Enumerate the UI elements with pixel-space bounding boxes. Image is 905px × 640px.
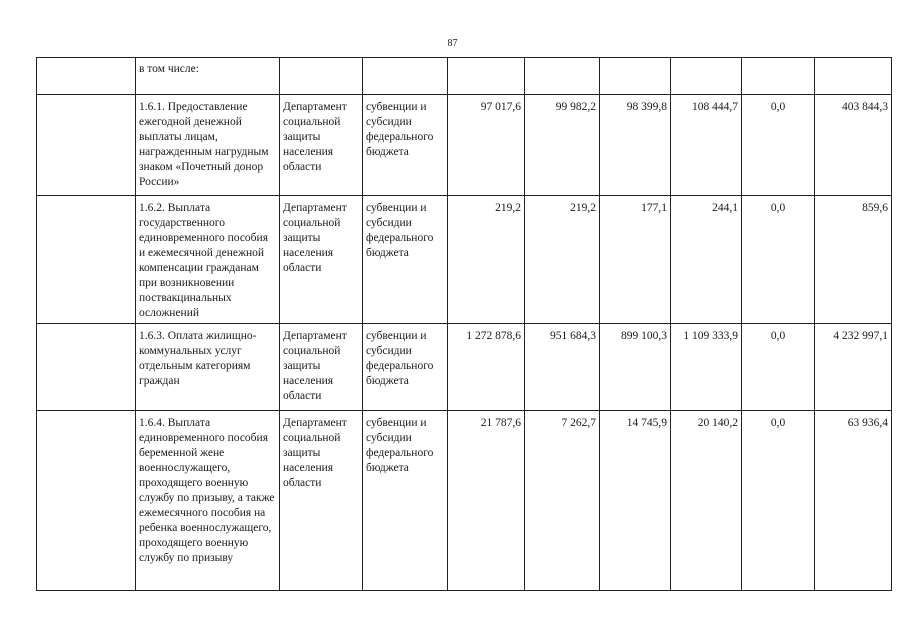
- value-cell: 7 262,7: [525, 411, 600, 591]
- table-row: [37, 324, 892, 411]
- table-row: [37, 95, 892, 196]
- value-cell: 177,1: [600, 196, 671, 324]
- value-cell: 97 017,6: [448, 95, 525, 196]
- value-cell: 108 444,7: [671, 95, 742, 196]
- value-cell: 219,2: [448, 196, 525, 324]
- value-cell: 219,2: [525, 196, 600, 324]
- value-cell: 899 100,3: [600, 324, 671, 411]
- value-cell: 0,0: [742, 324, 815, 411]
- row-description: 1.6.4. Выплата единовременного пособия беременной жене военнослужащего, проходящего военную службу по призыву, а также ежемесячного пособия на ребенка военнослужащего, проходящего военную службу по призыву: [136, 411, 280, 591]
- table-row: [37, 196, 892, 324]
- number-cell: [37, 95, 136, 196]
- page-number: 87: [447, 38, 458, 49]
- value-cell: [742, 58, 815, 95]
- value-cell: 244,1: [671, 196, 742, 324]
- row-source: субвенции и субсидии федерального бюджета: [363, 95, 448, 196]
- value-cell: [525, 58, 600, 95]
- value-cell: [448, 58, 525, 95]
- total-cell: [815, 58, 892, 95]
- value-cell: 20 140,2: [671, 411, 742, 591]
- value-cell: 14 745,9: [600, 411, 671, 591]
- number-cell: [37, 411, 136, 591]
- table-row: [37, 58, 892, 95]
- total-cell: 4 232 997,1: [815, 324, 892, 411]
- intro-label: в том числе:: [136, 58, 280, 95]
- number-cell: [37, 196, 136, 324]
- value-cell: 1 272 878,6: [448, 324, 525, 411]
- value-cell: 98 399,8: [600, 95, 671, 196]
- value-cell: 1 109 333,9: [671, 324, 742, 411]
- row-executor: Департамент социальной защиты населения области: [280, 324, 363, 411]
- row-executor: Департамент социальной защиты населения области: [280, 411, 363, 591]
- value-cell: 99 982,2: [525, 95, 600, 196]
- value-cell: [600, 58, 671, 95]
- number-cell: [37, 324, 136, 411]
- value-cell: 0,0: [742, 196, 815, 324]
- row-source: субвенции и субсидии федерального бюджета: [363, 411, 448, 591]
- value-cell: 21 787,6: [448, 411, 525, 591]
- number-cell: [37, 58, 136, 95]
- total-cell: 63 936,4: [815, 411, 892, 591]
- value-cell: 0,0: [742, 411, 815, 591]
- row-description: 1.6.1. Предоставление ежегодной денежной выплаты лицам, награжденным нагрудным знаком «Почетный донор России»: [136, 95, 280, 196]
- source-cell: [363, 58, 448, 95]
- value-cell: [671, 58, 742, 95]
- table-row: [37, 411, 892, 591]
- row-description: 1.6.2. Выплата государственного единовременного пособия и ежемесячной денежной компенсации гражданам при возникновении поствакцинальных осложнений: [136, 196, 280, 324]
- row-source: субвенции и субсидии федерального бюджета: [363, 196, 448, 324]
- row-executor: Департамент социальной защиты населения области: [280, 95, 363, 196]
- row-executor: Департамент социальной защиты населения области: [280, 196, 363, 324]
- value-cell: 0,0: [742, 95, 815, 196]
- total-cell: 403 844,3: [815, 95, 892, 196]
- total-cell: 859,6: [815, 196, 892, 324]
- executor-cell: [280, 58, 363, 95]
- value-cell: 951 684,3: [525, 324, 600, 411]
- row-source: субвенции и субсидии федерального бюджета: [363, 324, 448, 411]
- row-description: 1.6.3. Оплата жилищно-коммунальных услуг отдельным категориям граждан: [136, 324, 280, 411]
- budget-table: [36, 57, 892, 591]
